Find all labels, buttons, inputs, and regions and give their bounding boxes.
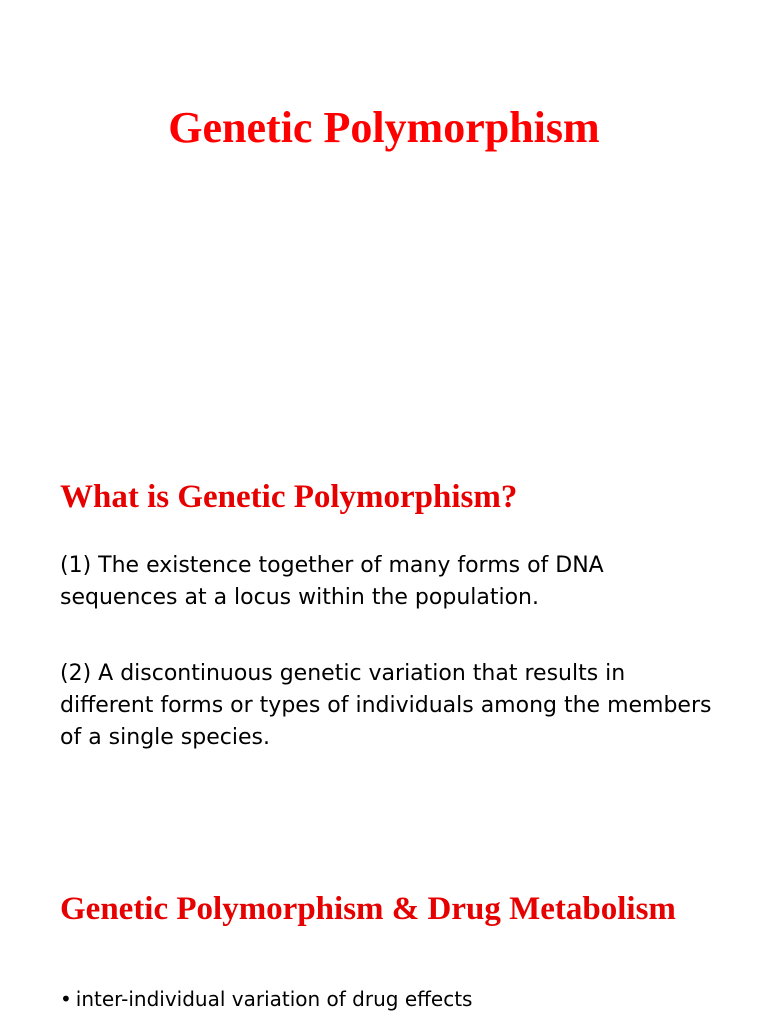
page-title: Genetic Polymorphism	[168, 103, 600, 152]
slide-drug-metabolism	[0, 864, 768, 1024]
bullet-list	[60, 984, 720, 1014]
bullet-icon: •	[60, 987, 72, 1011]
definition-paragraph-1: (1) The existence together of many forms of DNA sequences at a locus within the population.	[60, 553, 604, 610]
bullet-text: inter-individual variation of drug effects	[75, 987, 473, 1011]
slide-definition	[0, 432, 768, 864]
definition-paragraph-2: (2) A discontinuous genetic variation that results in different forms or types of individuals among the members of a single species.	[60, 661, 712, 750]
slide-title	[0, 0, 768, 432]
slide-heading: What is Genetic Polymorphism?	[60, 479, 518, 515]
list-item	[60, 984, 720, 1014]
slide-heading: Genetic Polymorphism & Drug Metabolism	[60, 891, 676, 927]
